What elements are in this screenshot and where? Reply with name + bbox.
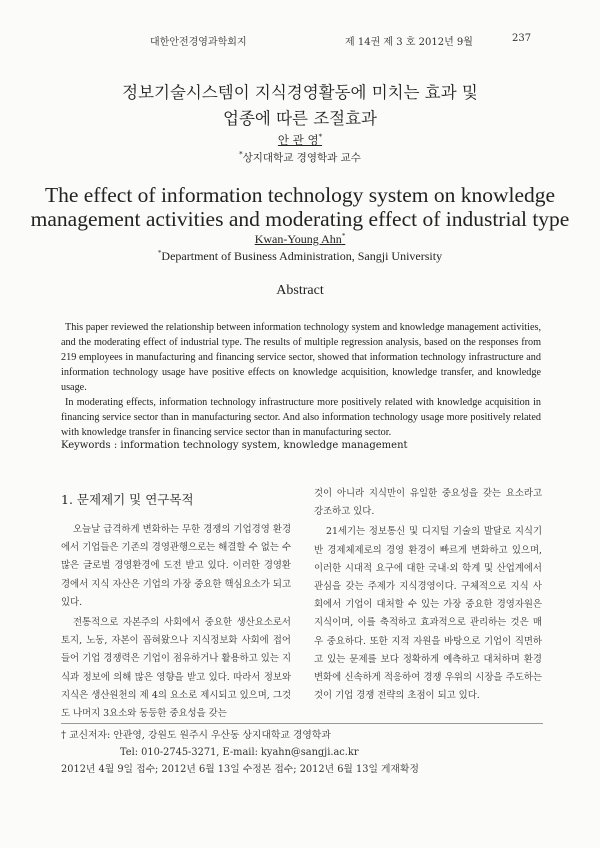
- body-paragraph: 것이 아니라 지식만이 유일한 중요성을 갖는 요소라고 강조하고 있다.: [314, 488, 542, 518]
- affiliation-english: [0, 249, 600, 264]
- title-korean-line2: 업종에 따른 조절효과: [223, 109, 377, 128]
- abstract-paragraph-1: This paper reviewed the relationship between information technology system and knowledge management activities, and the moderating effect of industrial type. The results of multiple regression analysis, based on the responses from 219 employees in manufacturing and financing service sector, showed that information technology infrastructure and information technology usage have positive effects on knowledge acquisition, knowledge transfer, and knowledge usage.: [61, 322, 541, 393]
- body-paragraph: 오늘날 급격하게 변화하는 무한 경쟁의 기업경영 환경에서 기업들은 기존의 경영관행으로는 해결할 수 없는 수많은 글로벌 경영환경에 도전 받고 있다. 이러한 경영환경에서 지식 자산은 기업의 가장 중요한 핵심요소가 되고 있다.: [61, 524, 291, 608]
- affiliation-korean-mark: *: [239, 150, 243, 159]
- issue-info: 제 14권 제 3 호 2012년 9월: [345, 37, 473, 48]
- affiliation-english-text: Department of Business Administration, Sangji University: [161, 249, 443, 263]
- author-korean-mark: *: [318, 133, 323, 142]
- footnote-contact: Tel: 010-2745-3271, E-mail: kyahn@sangji.ac.kr: [120, 747, 359, 758]
- dagger-mark: †: [61, 730, 66, 741]
- abstract-heading: Abstract: [276, 283, 324, 298]
- footnote-dates: 2012년 4월 9일 접수; 2012년 6월 13일 수정본 접수; 2012년 6월 13일 게재확정: [61, 764, 419, 775]
- body-column-right: [314, 485, 542, 705]
- journal-name: 대한안전경영과학회지: [150, 37, 247, 48]
- body-column-left: [61, 485, 291, 723]
- author-korean-name: 안 관 영: [277, 133, 319, 147]
- affiliation-english-mark: *: [157, 249, 162, 257]
- footnote-corresponding-author: [61, 727, 543, 744]
- author-english-mark: *: [341, 232, 346, 240]
- page-number: 237: [512, 33, 532, 44]
- title-english-line2: management activities and moderating effect of industrial type: [30, 207, 570, 231]
- abstract-paragraph-2: In moderating effects, information technology infrastructure more positively related with knowledge acquisition in financing service sector than in manufacturing sector. And also information technology usage more positively related with knowledge transfer in financing service sector than in manufacturing sector.: [61, 397, 541, 438]
- footnote-divider: [61, 723, 543, 724]
- affiliation-korean-text: 상지대학교 경영학과 교수: [242, 152, 361, 164]
- title-korean-line1: 정보기술시스템이 지식경영활동에 미치는 효과 및: [122, 83, 478, 102]
- author-korean: [0, 132, 600, 148]
- body-paragraph: 전통적으로 자본주의 사회에서 중요한 생산요소로서 토지, 노동, 자본이 꼽혀왔으나 지식정보화 사회에 접어 들어 기업 경쟁력은 기업이 점유하거나 활용하고 있는 지식과 정보에 의해 많은 영향을 받고 있다. 따라서 정보와 지식은 생산원천의 제 4의 요소로 제시되고 있으며, 그것도 나머지 3요소와 동등한 중요성을 갖는: [61, 617, 291, 720]
- affiliation-korean: [0, 150, 600, 165]
- keywords: Keywords : information technology system, knowledge management: [61, 440, 408, 451]
- section-heading: 1. 문제제기 및 연구목적: [61, 492, 194, 507]
- title-english-line1: The effect of information technology system on knowledge: [44, 183, 556, 207]
- footnote-line-1: 교신저자: 안관영, 강원도 원주시 우산동 상지대학교 경영학과: [69, 730, 331, 741]
- body-paragraph: 21세기는 정보통신 및 디지털 기술의 발달로 지식기반 경제체제로의 경영 환경이 빠르게 변화하고 있으며, 이러한 시대적 요구에 대한 국내·외 학계 및 산업계에서 관심을 갖는 주제가 지식경영이다. 구체적으로 지식 사회에서 기업이 대처할 수 있는 가장 중요한 경영자원은 지식이며, 이를 축적하고 효과적으로 관리하는 것은 매우 중요하다. 또한 지적 자원을 바탕으로 기업이 직면하고 있는 문제를 보다 정확하게 예측하고 대처하며 환경 변화에 신속하게 적응하여 경쟁 우위의 시장을 주도하는 것이 기업 경쟁 전략의 초점이 되고 있다.: [314, 526, 542, 702]
- author-english: [0, 232, 600, 247]
- author-english-name: Kwan-Young Ahn: [254, 232, 342, 246]
